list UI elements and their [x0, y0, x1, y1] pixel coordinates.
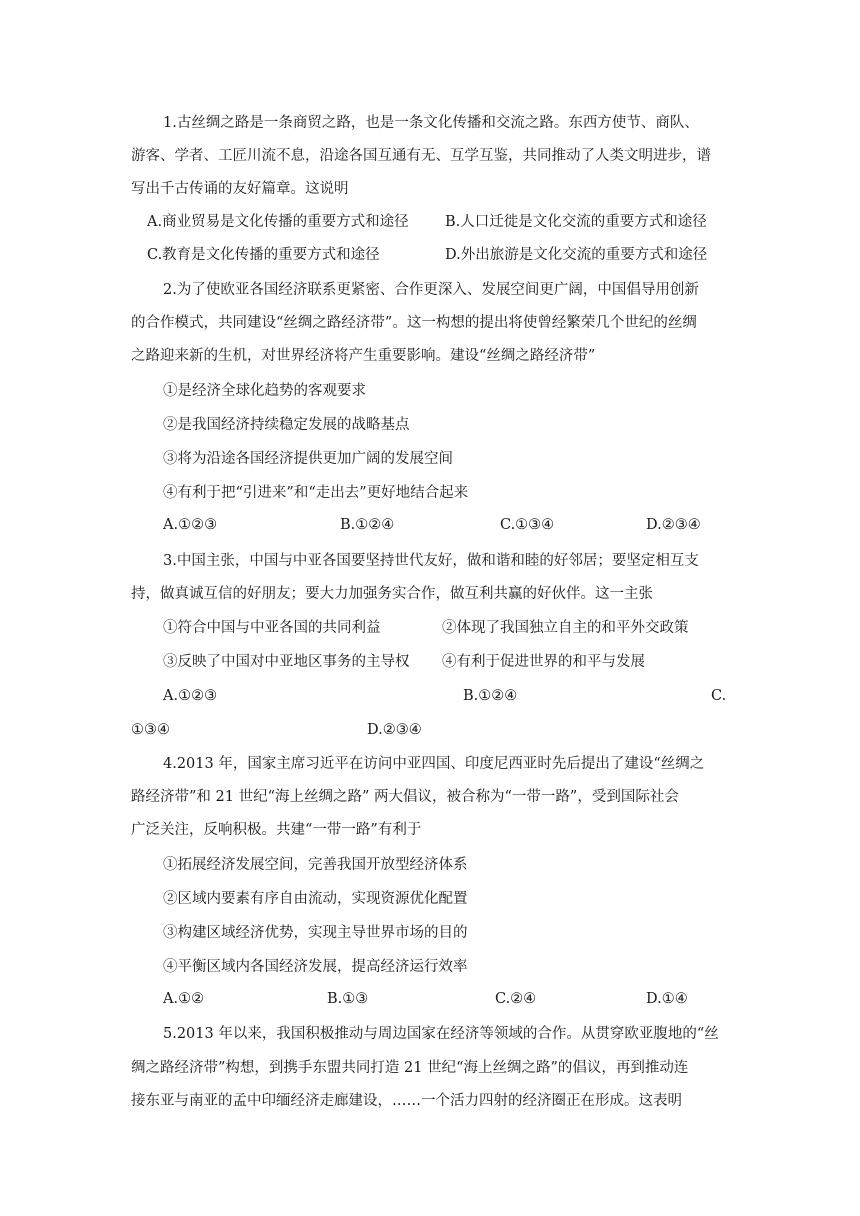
question-1-option-b: B.人口迁徙是文化交流的重要方式和途径 [445, 214, 707, 230]
question-3-line-1: 3.中国主张，中国与中亚各国要坚持世代友好，做和谐和睦的好邻居；要坚定相互支 [163, 553, 699, 569]
question-3-option-c-value: ①③④ [131, 722, 170, 738]
question-3-statement-4: ④有利于促进世界的和平与发展 [442, 654, 645, 670]
question-2-statement-2: ②是我国经济持续稳定发展的战略基点 [163, 417, 410, 433]
question-5-line-1: 5.2013 年以来，我国积极推动与周边国家在经济等领域的合作。从贯穿欧亚腹地的“丝 [163, 1026, 719, 1042]
question-1-line-3: 写出千古传诵的友好篇章。这说明 [131, 181, 349, 197]
question-4-option-b: B.①③ [327, 991, 369, 1007]
question-3-option-c-label: C. [711, 688, 727, 704]
question-3-line-2: 持，做真诚互信的好朋友；要大力加强务实合作，做互利共赢的好伙伴。这一主张 [131, 586, 653, 602]
question-2-statement-4: ④有利于把“引进来”和“走出去”更好地结合起来 [163, 485, 469, 501]
question-1-option-d: D.外出旅游是文化交流的重要方式和途径 [445, 247, 708, 263]
question-5-line-2: 绸之路经济带”构想，到携手东盟共同打造 21 世纪“海上丝绸之路”的倡议，再到推动连 [131, 1060, 689, 1076]
question-3-option-a: A.①②③ [163, 688, 218, 704]
question-3-option-b: B.①②④ [463, 688, 518, 704]
question-3-statement-3: ③反映了中国对中亚地区事务的主导权 [163, 654, 410, 670]
question-2-line-1: 2.为了使欧亚各国经济联系更紧密、合作更深入、发展空间更广阔，中国倡导用创新 [163, 282, 699, 298]
question-4-line-1: 4.2013 年，国家主席习近平在访问中亚四国、印度尼西亚时先后提出了建设“丝绸之 [163, 756, 705, 772]
question-2-option-b: B.①②④ [340, 517, 395, 533]
question-5-line-3: 接东亚与南亚的孟中印缅经济走廊建设，……一个活力四射的经济圈正在形成。这表明 [131, 1093, 682, 1109]
question-2-option-a: A.①②③ [163, 517, 218, 533]
question-1-option-c: C.教育是文化传播的重要方式和途径 [147, 247, 380, 263]
question-4-line-3: 广泛关注，反响积极。共建“一带一路”有利于 [131, 822, 422, 838]
question-3-statement-1: ①符合中国与中亚各国的共同利益 [163, 620, 381, 636]
question-4-statement-2: ②区域内要素有序自由流动，实现资源优化配置 [163, 891, 468, 907]
question-3-option-d: D.②③④ [367, 722, 422, 738]
question-4-option-a: A.①② [163, 991, 205, 1007]
question-4-option-c: C.②④ [495, 991, 537, 1007]
question-4-line-2: 路经济带”和 21 世纪“海上丝绸之路” 两大倡议，被合称为“一带一路”，受到国际社会 [131, 789, 679, 805]
question-2-line-3: 之路迎来新的生机，对世界经济将产生重要影响。建设“丝绸之路经济带” [131, 348, 596, 364]
question-4-statement-1: ①拓展经济发展空间，完善我国开放型经济体系 [163, 857, 468, 873]
question-3-statement-2: ②体现了我国独立自主的和平外交政策 [442, 620, 689, 636]
question-4-statement-3: ③构建区域经济优势，实现主导世界市场的目的 [163, 925, 468, 941]
question-1-line-1: 1.古丝绸之路是一条商贸之路，也是一条文化传播和交流之路。东西方使节、商队、 [163, 115, 699, 131]
question-4-statement-4: ④平衡区域内各国经济发展，提高经济运行效率 [163, 959, 468, 975]
question-1-line-2: 游客、学者、工匠川流不息，沿途各国互通有无、互学互鉴，共同推动了人类文明进步，谱 [131, 148, 711, 164]
question-2-statement-1: ①是经济全球化趋势的客观要求 [163, 383, 366, 399]
question-2-line-2: 的合作模式，共同建设“丝绸之路经济带”。这一构想的提出将使曾经繁荣几个世纪的丝绸 [131, 315, 697, 331]
question-2-option-c: C.①③④ [500, 517, 555, 533]
question-2-statement-3: ③将为沿途各国经济提供更加广阔的发展空间 [163, 451, 453, 467]
question-4-option-d: D.①④ [646, 991, 688, 1007]
question-1-option-a: A.商业贸易是文化传播的重要方式和途径 [147, 214, 409, 230]
question-2-option-d: D.②③④ [646, 517, 701, 533]
